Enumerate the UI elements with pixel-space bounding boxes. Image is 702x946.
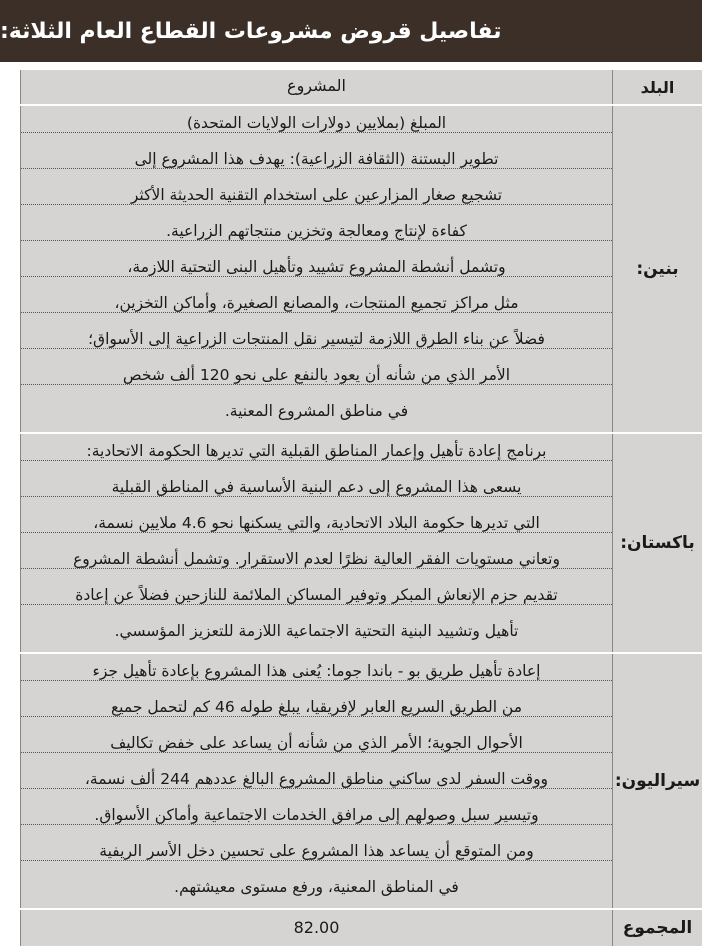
table-row-line: فضلاً عن بناء الطرق اللازمة لتيسير نقل المنتجات الزراعية إلى الأسواق؛ [21, 330, 612, 349]
table-row-line: وتشمل أنشطة المشروع تشييد وتأهيل البنى التحتية اللازمة، [21, 258, 612, 277]
table-row-line: تأهيل وتشييد البنية التحتية الاجتماعية اللازمة للتعزيز المؤسسي. [114, 622, 519, 640]
table-row-line: وتعاني مستويات الفقر العالية نظرًا لعدم الاستقرار. وتشمل أنشطة المشروع [21, 550, 612, 569]
table-row-line: التي تديرها حكومة البلاد الاتحادية، والتي يسكنها نحو 4.6 ملايين نسمة، [21, 514, 612, 533]
table-row-line: وتيسير سبل وصولهم إلى مرافق الخدمات الاجتماعية وأماكن الأسواق. [21, 806, 612, 825]
table-row-line: إعادة تأهيل طريق بو - باندا جوما: يُعنى هذا المشروع بإعادة تأهيل جزء [21, 662, 612, 681]
benin-details [20, 106, 612, 432]
table-row-line: يسعى هذا المشروع إلى دعم البنية الأساسية في المناطق القبلية [21, 478, 612, 497]
table-row-line: ومن المتوقع أن يساعد هذا المشروع على تحسين دخل الأسر الريفية [21, 842, 612, 861]
header-project: المشروع [287, 76, 346, 95]
sierra-leone-details [20, 654, 612, 908]
country-sierra-leone: سيراليون: [612, 654, 702, 908]
table-row-line: تشجيع صغار المزارعين على استخدام التقنية الحديثة الأكثر [21, 186, 612, 205]
table-row-line: تطوير البستنة (الثقافة الزراعية): يهدف هذا المشروع إلى [21, 150, 612, 169]
table-row-line: تقديم حزم الإنعاش المبكر وتوفير المساكن الملائمة للنازحين فضلاً عن إعادة [21, 586, 612, 605]
header-project-cell [20, 70, 612, 104]
projects-table [0, 64, 702, 944]
table-row-line: برنامج إعادة تأهيل وإعمار المناطق القبلية التي تديرها الحكومة الاتحادية: [21, 442, 612, 461]
table-row-line: في مناطق المشروع المعنية. [224, 402, 409, 420]
table-row-line: في المناطق المعنية، ورفع مستوى معيشتهم. [174, 878, 459, 896]
table-row-line: ووقت السفر لدى ساكني مناطق المشروع البالغ عددهم 244 ألف نسمة، [21, 770, 612, 789]
table-row-line: الأحوال الجوية؛ الأمر الذي من شأنه أن يساعد على خفض تكاليف [21, 734, 612, 753]
total-cell [20, 910, 612, 946]
table-row-line: كفاءة لإنتاج ومعالجة وتخزين منتجاتهم الزراعية. [21, 222, 612, 241]
table-row-line: مثل مراكز تجميع المنتجات، والمصانع الصغيرة، وأماكن التخزين، [21, 294, 612, 313]
total-value: 82.00 [293, 918, 340, 937]
header-country: البلد [612, 70, 702, 104]
amount-header: المبلغ (بملايين دولارات الولايات المتحدة) [21, 114, 612, 133]
table-row-line: من الطريق السريع العابر لإفريقيا، يبلغ طوله 46 كم لتحمل جميع [21, 698, 612, 717]
country-benin: بنين: [612, 106, 702, 432]
country-pakistan: باكستان: [612, 434, 702, 652]
table-row-line: الأمر الذي من شأنه أن يعود بالنفع على نحو 120 ألف شخص [21, 366, 612, 385]
page-title: تفاصيل قروض مشروعات القطاع العام الثلاثة: [0, 0, 702, 62]
pakistan-details [20, 434, 612, 652]
total-label: المجموع [612, 910, 702, 946]
